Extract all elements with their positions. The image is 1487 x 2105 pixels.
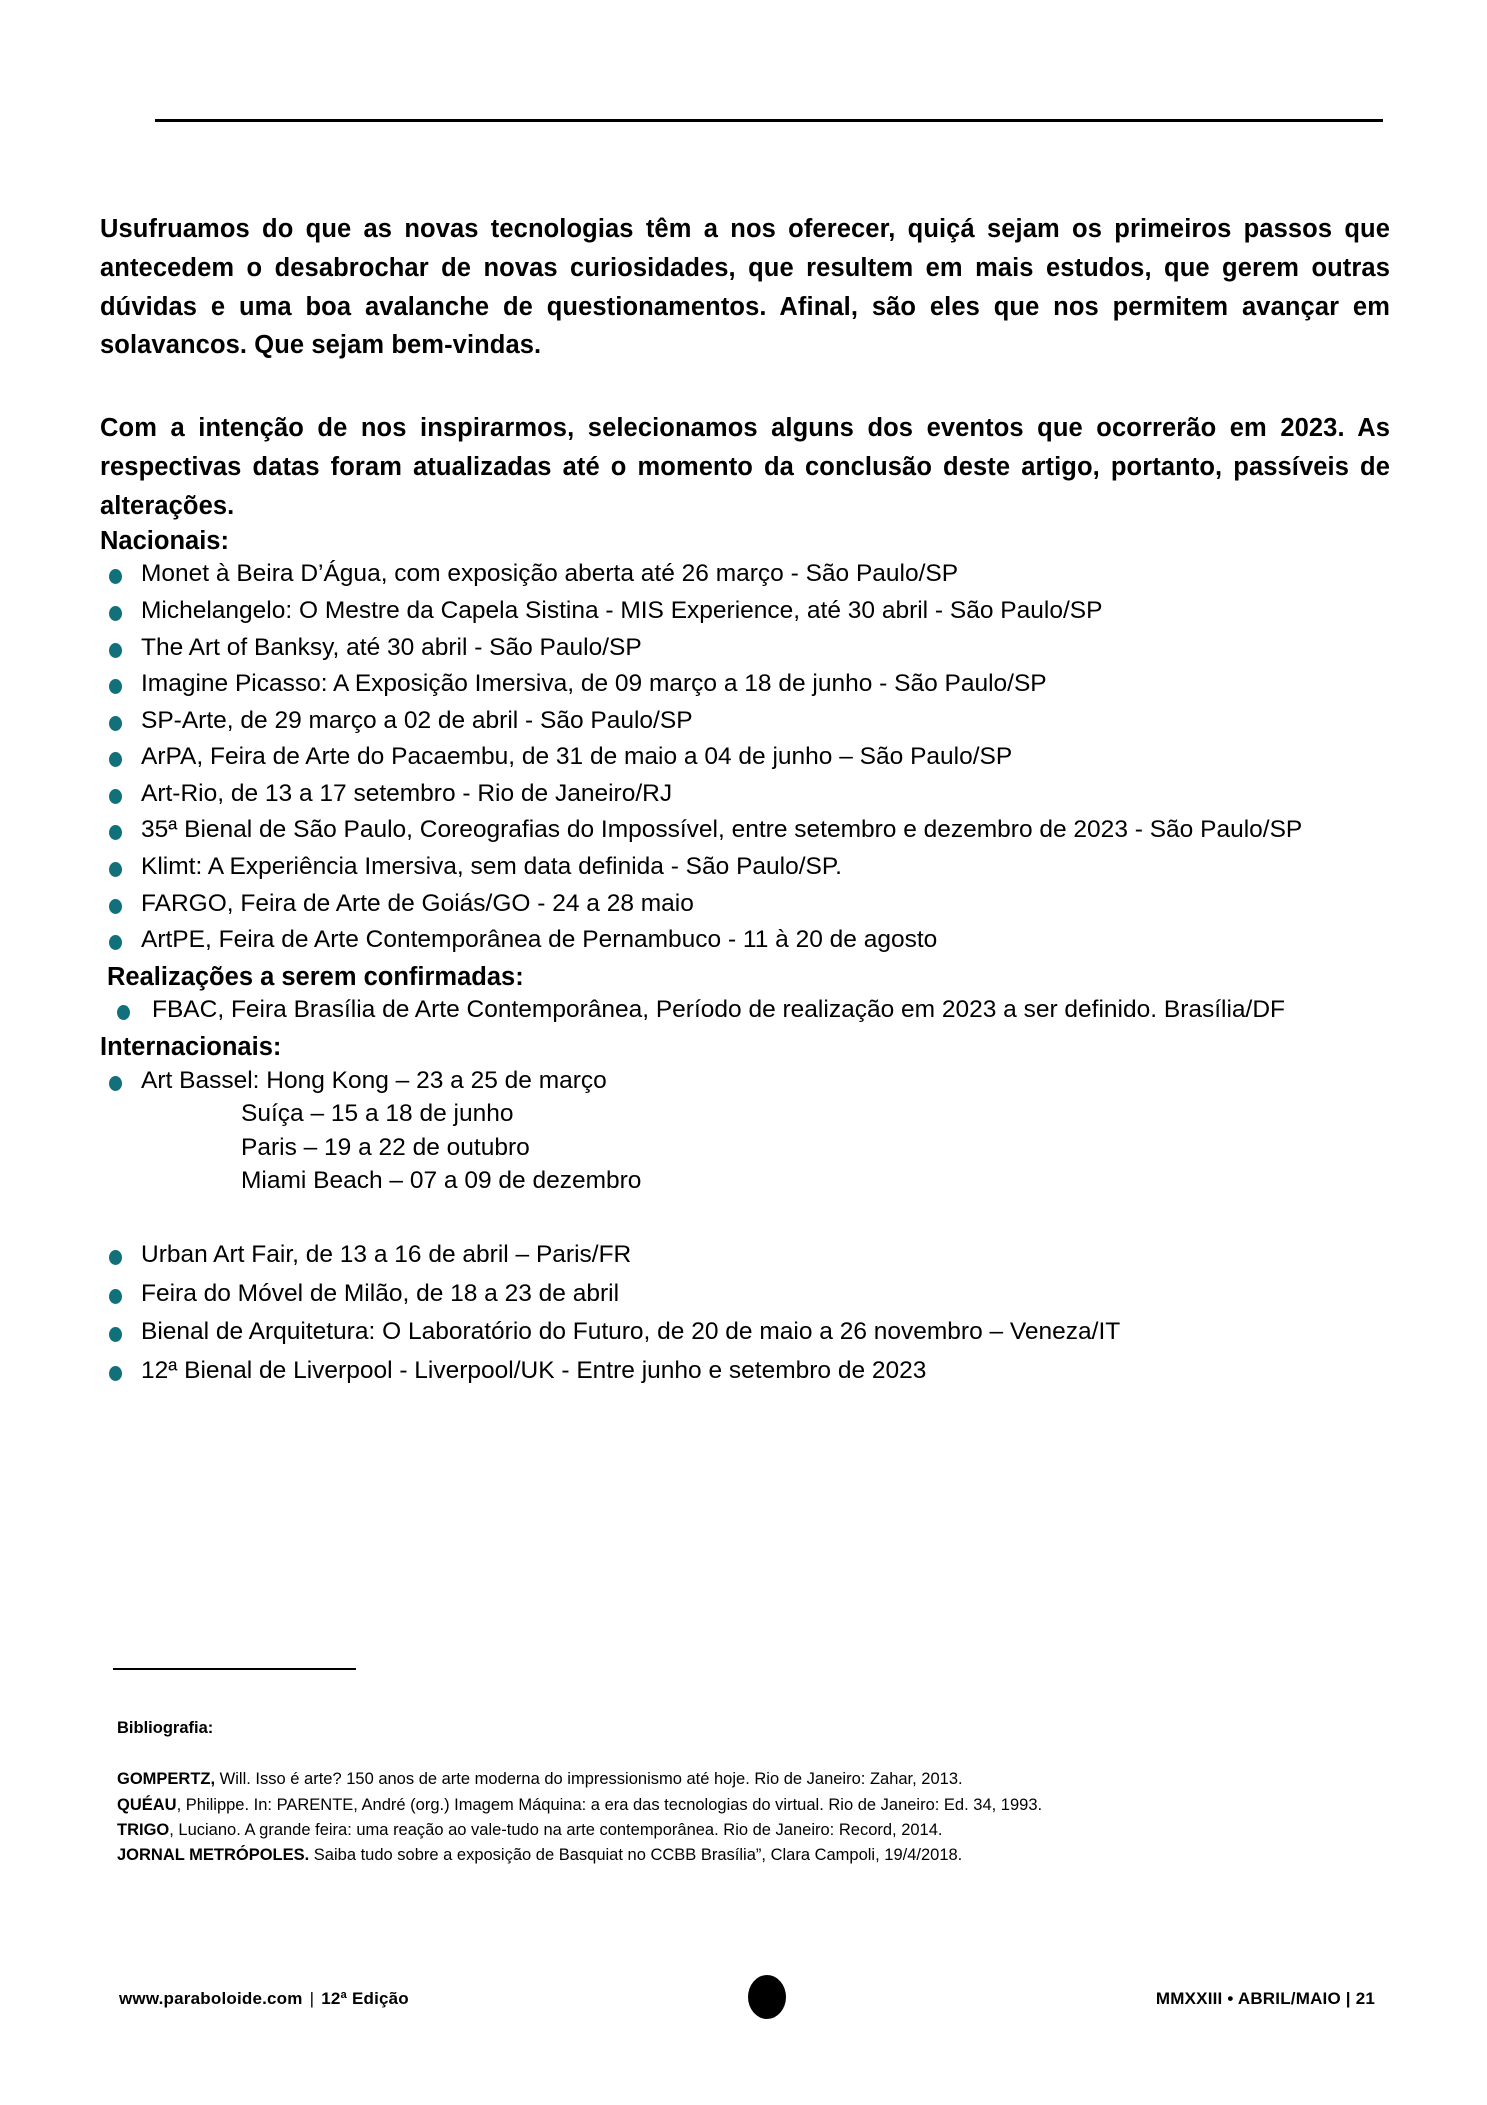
bibliography-detail: , Luciano. A grande feira: uma reação ao vale-tudo na arte contemporânea. Rio de Janeiro: Record, 2014. [169, 1820, 943, 1839]
list-item [100, 851, 1395, 884]
list-item-text: Art-Rio, de 13 a 17 setembro - Rio de Janeiro/RJ [141, 779, 673, 807]
bibliography-section [117, 1718, 1397, 1868]
bullet-dot-icon [109, 752, 122, 767]
intro-paragraph-1: Usufruamos do que as novas tecnologias têm a nos oferecer, quiçá sejam os primeiros passos que antecedem o desabrochar de novas curiosidades, que resultem em mais estudos, que gerem outras dúvidas e uma boa avalanche de questionamentos. Afinal, são eles que nos permitem avançar em solavancos. Que sejam bem-vindas. [100, 215, 1390, 360]
bullet-dot-icon [109, 606, 122, 621]
bibliography-entry [117, 1843, 1397, 1868]
list-item [100, 558, 1395, 591]
footer-issue-page: MMXXIII • ABRIL/MAIO | 21 [1155, 1989, 1375, 2008]
art-bassel-sub-line: Suíça – 15 a 18 de junho [241, 1100, 514, 1128]
footer-website[interactable]: www.paraboloide.com [119, 1989, 303, 2008]
bullet-dot-icon [109, 1289, 122, 1304]
list-item [100, 888, 1395, 921]
spacer [100, 1203, 1395, 1239]
list-item [108, 994, 1395, 1027]
list-realizacoes [108, 994, 1395, 1027]
list-item [100, 778, 1395, 811]
bibliography-detail: Saiba tudo sobre a exposição de Basquiat no CCBB Brasília”, Clara Campoli, 19/4/2018. [309, 1845, 963, 1864]
bibliography-author: TRIGO [117, 1820, 170, 1839]
header-rule [155, 119, 1383, 122]
art-bassel-first-line: Art Bassel: Hong Kong – 23 a 25 de março [141, 1066, 607, 1094]
intro-paragraph-2: Com a intenção de nos inspirarmos, selecionamos alguns dos eventos que ocorrerão em 2023. As respectivas datas foram atualizadas até o momento da conclusão deste artigo, portanto, passíveis de alterações. [100, 414, 1390, 520]
list-internacionais [100, 1239, 1395, 1387]
bullet-dot-icon [109, 1366, 122, 1381]
list-item [100, 1355, 1395, 1388]
art-bassel-sub-line: Paris – 19 a 22 de outubro [241, 1133, 530, 1161]
list-item-text: Bienal de Arquitetura: O Laboratório do Futuro, de 20 de maio a 26 novembro – Veneza/IT [141, 1318, 1121, 1346]
list-item [100, 1239, 1395, 1272]
list-item-text: Klimt: A Experiência Imersiva, sem data definida - São Paulo/SP. [141, 853, 842, 881]
bibliography-entry [117, 1793, 1397, 1818]
bibliography-entry [117, 1818, 1397, 1843]
list-item-text: Imagine Picasso: A Exposição Imersiva, de 09 março a 18 de junho - São Paulo/SP [141, 670, 1047, 698]
bullet-dot-icon [109, 716, 122, 731]
bullet-dot-icon [109, 899, 122, 914]
footer-dot-logo-icon [748, 1975, 786, 2019]
list-nacionais [100, 558, 1395, 956]
bullet-dot-icon [109, 1327, 122, 1342]
bullet-dot-icon [109, 935, 122, 950]
list-item-text: FBAC, Feira Brasília de Arte Contemporânea, Período de realização em 2023 a ser definido. Brasília/DF [152, 995, 1286, 1023]
heading-nacionais: Nacionais: [100, 527, 229, 556]
bibliography-title: Bibliografia: [117, 1719, 214, 1737]
list-item-text: Urban Art Fair, de 13 a 16 de abril – Paris/FR [141, 1241, 632, 1269]
list-item [100, 1316, 1395, 1349]
list-item-text: FARGO, Feira de Arte de Goiás/GO - 24 a 28 maio [141, 889, 694, 917]
article-content [100, 210, 1395, 1393]
heading-internacionais: Internacionais: [100, 1033, 282, 1062]
list-item-text: ArtPE, Feira de Arte Contemporânea de Pernambuco - 11 à 20 de agosto [141, 926, 938, 954]
bullet-dot-icon [109, 569, 122, 584]
list-item-text: Michelangelo: O Mestre da Capela Sistina - MIS Experience, até 30 abril - São Paulo/SP [141, 596, 1103, 624]
list-item-art-bassel [100, 1065, 1395, 1198]
footnote-separator-rule [113, 1668, 356, 1670]
list-art-bassel [100, 1065, 1395, 1198]
list-item-text: The Art of Banksy, até 30 abril - São Paulo/SP [141, 633, 642, 661]
list-item [100, 668, 1395, 701]
footer-left-block [119, 1989, 409, 2009]
list-item-text: ArPA, Feira de Arte do Pacaembu, de 31 de maio a 04 de junho – São Paulo/SP [141, 743, 1013, 771]
bibliography-detail: , Philippe. In: PARENTE, André (org.) Imagem Máquina: a era das tecnologias do virtual. Rio de Janeiro: Ed. 34, 1993. [176, 1795, 1043, 1814]
bibliography-entry [117, 1767, 1397, 1792]
page-footer [0, 1975, 1487, 2035]
bullet-dot-icon [109, 825, 122, 840]
list-item [100, 814, 1395, 847]
bullet-dot-icon [109, 789, 122, 804]
list-item-text: Feira do Móvel de Milão, de 18 a 23 de abril [141, 1279, 620, 1307]
bibliography-author: GOMPERTZ, [117, 1770, 216, 1789]
heading-realizacoes: Realizações a serem confirmadas: [107, 962, 524, 991]
bullet-dot-icon [117, 1005, 130, 1020]
list-item [100, 924, 1395, 957]
list-item [100, 1278, 1395, 1311]
bullet-dot-icon [109, 679, 122, 694]
list-item [100, 632, 1395, 665]
art-bassel-sub-line: Miami Beach – 07 a 09 de dezembro [241, 1166, 642, 1194]
bullet-dot-icon [109, 643, 122, 658]
list-item [100, 595, 1395, 628]
bibliography-author: QUÉAU [117, 1795, 177, 1814]
list-item-text: Monet à Beira D’Água, com exposição aberta até 26 março - São Paulo/SP [141, 560, 959, 588]
bullet-dot-icon [109, 1250, 122, 1265]
list-item-text: 35ª Bienal de São Paulo, Coreografias do Impossível, entre setembro e dezembro de 2023 - São Paulo/SP [141, 816, 1303, 844]
bibliography-detail: Will. Isso é arte? 150 anos de arte moderna do impressionismo até hoje. Rio de Janeiro: Zahar, 2013. [215, 1770, 963, 1789]
bullet-dot-icon [109, 1076, 122, 1091]
list-item-text: 12ª Bienal de Liverpool - Liverpool/UK - Entre junho e setembro de 2023 [141, 1356, 927, 1384]
bibliography-author: JORNAL METRÓPOLES. [117, 1845, 310, 1864]
list-item-text: SP-Arte, de 29 março a 02 de abril - São Paulo/SP [141, 706, 693, 734]
list-item [100, 705, 1395, 738]
footer-edition: 12ª Edição [321, 1989, 409, 2008]
bullet-dot-icon [109, 862, 122, 877]
list-item [100, 741, 1395, 774]
footer-separator: | [309, 1989, 315, 2008]
